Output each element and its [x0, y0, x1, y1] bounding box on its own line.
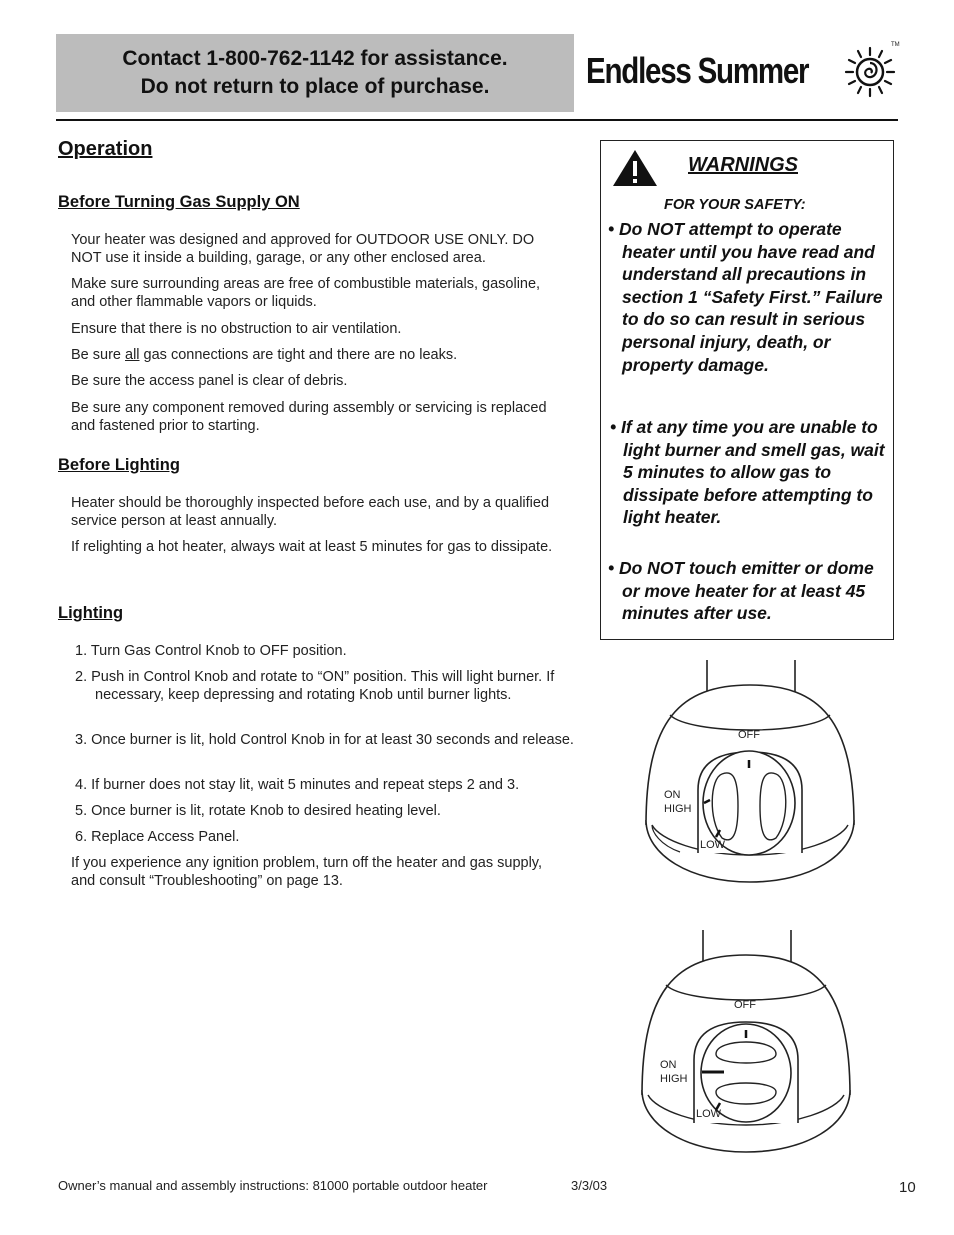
- label-low: LOW: [700, 839, 726, 851]
- warnings-title: WARNINGS: [688, 154, 798, 176]
- heading-before-gas: Before Turning Gas Supply ON: [58, 193, 300, 211]
- paragraph-ventilation: Ensure that there is no obstruction to air ventilation.: [71, 321, 402, 337]
- gas-connections-text-end: gas connections are tight and there are no leaks.: [139, 347, 458, 363]
- label-low: LOW: [696, 1108, 722, 1120]
- header-divider: [56, 119, 898, 121]
- label-on: ON: [660, 1059, 677, 1071]
- heater-knob-diagram-on-high: [636, 930, 856, 1155]
- paragraph-gas-connections: [71, 346, 563, 364]
- paragraph-outdoor-use: Your heater was designed and approved for OUTDOOR USE ONLY. DO NOT use it inside a building, garage, or any other enclosed area.: [71, 232, 535, 267]
- sun-logo-icon: [840, 44, 900, 100]
- gas-connections-text-start: Be sure: [71, 347, 125, 363]
- label-high: HIGH: [664, 803, 692, 815]
- lighting-step-5: 5. Once burner is lit, rotate Knob to desired heating level.: [75, 803, 441, 819]
- paragraph-inspection: Heater should be thoroughly inspected before each use, and by a qualified service person at least annually.: [71, 495, 550, 530]
- warnings-subtitle: FOR YOUR SAFETY:: [664, 197, 806, 213]
- paragraph-components: Be sure any component removed during assembly or servicing is replaced and fastened prior to starting.: [71, 400, 547, 435]
- contact-line-1: Contact 1-800-762-1142 for assistance.: [122, 47, 508, 70]
- contact-banner: [56, 34, 574, 112]
- paragraph-ignition-problem: If you experience any ignition problem, turn off the heater and gas supply, and consult “Troubleshooting” on page 13.: [71, 855, 543, 890]
- lighting-step-4: 4. If burner does not stay lit, wait 5 minutes and repeat steps 2 and 3.: [75, 777, 520, 793]
- warning-read-precautions: • Do NOT attempt to operate heater until you have read and understand all precautions in section 1 “Safety First.” Failure to do so can result in serious personal injury, death, or property damage.: [608, 219, 883, 375]
- trademark-mark: TM: [891, 42, 900, 48]
- lighting-step-6: 6. Replace Access Panel.: [75, 829, 240, 845]
- footer-date: 3/3/03: [571, 1178, 608, 1193]
- heading-before-lighting: Before Lighting: [58, 456, 180, 474]
- gas-connections-emphasis: all: [125, 347, 140, 363]
- label-off: OFF: [734, 999, 756, 1011]
- brand-logo-text: Endless Summer: [586, 50, 809, 91]
- warning-triangle-icon: [612, 149, 658, 187]
- heater-knob-diagram-off: [640, 660, 860, 885]
- section-title-operation: Operation: [58, 138, 153, 160]
- footer-manual-title: Owner’s manual and assembly instructions: 81000 portable outdoor heater: [58, 1178, 488, 1193]
- lighting-step-2: 2. Push in Control Knob and rotate to “ON” position. This will light burner. If necessary, keep depressing and rotating Knob until burner lights.: [75, 669, 555, 704]
- page-number: 10: [899, 1179, 916, 1196]
- heading-lighting: Lighting: [58, 604, 124, 622]
- label-on: ON: [664, 789, 681, 801]
- lighting-step-3: 3. Once burner is lit, hold Control Knob in for at least 30 seconds and release.: [75, 732, 574, 748]
- warning-hot-emitter: • Do NOT touch emitter or dome or move heater for at least 45 minutes after use.: [608, 558, 874, 624]
- lighting-step-1: 1. Turn Gas Control Knob to OFF position.: [75, 643, 347, 659]
- contact-line-2: Do not return to place of purchase.: [140, 75, 490, 98]
- label-off: OFF: [738, 729, 760, 741]
- paragraph-access-panel: Be sure the access panel is clear of debris.: [71, 373, 348, 389]
- warning-smell-gas: • If at any time you are unable to light burner and smell gas, wait 5 minutes to allow gas to dissipate before attempting to light heater.: [610, 417, 885, 528]
- label-high: HIGH: [660, 1073, 688, 1085]
- paragraph-relighting: If relighting a hot heater, always wait at least 5 minutes for gas to dissipate.: [71, 539, 553, 555]
- paragraph-combustibles: Make sure surrounding areas are free of combustible materials, gasoline, and other flammable vapors or liquids.: [71, 276, 541, 311]
